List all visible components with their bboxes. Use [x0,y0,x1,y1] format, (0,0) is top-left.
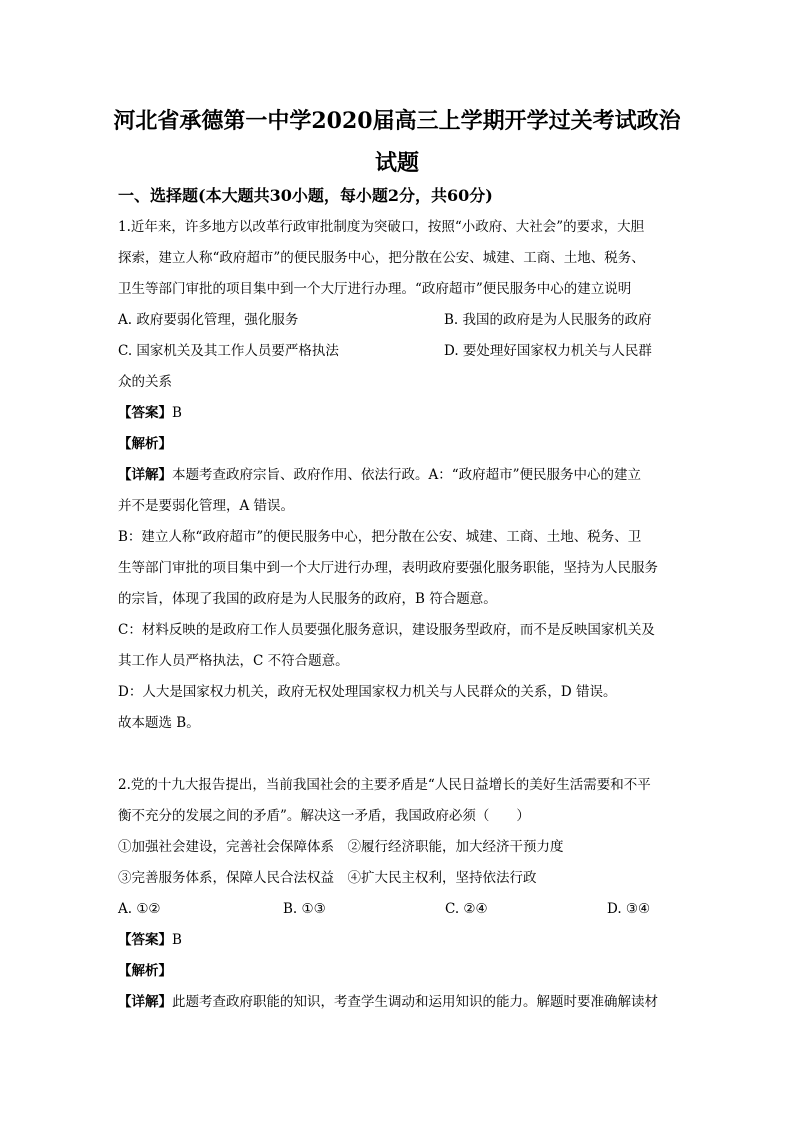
q2-explanation-line-1 [118,987,678,1018]
q1-explanation-line-4: 生等部门审批的项目集中到一个大厅进行办理，表明政府要强化服务职能，坚持为人民服务 [118,560,658,576]
q1-option-c: C. 国家机关及其工作人员要严格执法 [118,343,339,359]
q1-analysis-label [118,429,678,460]
q2-option-c: C. ②④ [445,901,488,917]
document-title: 河北省承德第一中学2020届高三上学期开学过关考试政治 [113,108,681,134]
detail-label: 【详解】 [118,467,172,483]
q1-explanation-line-3: B：建立人称“政府超市”的便民服务中心，把分散在公安、城建、工商、土地、税务、卫 [118,529,642,545]
analysis-label: 【解析】 [118,963,172,979]
q1-explanation-line-1 [118,460,678,491]
answer-value: B [172,405,182,421]
section-heading: 一、选择题(本大题共30小题，每小题2分，共60分) [118,186,493,205]
q1-explanation-line-2: 并不是要弱化管理，A 错误。 [118,498,295,514]
q2-stem-line-2: 衡不充分的发展之间的矛盾”。解决这一矛盾，我国政府必须（ ） [118,808,530,824]
analysis-label: 【解析】 [118,436,172,452]
q2-statements-line-2: ③完善服务体系，保障人民合法权益 ④扩大民主权利，坚持依法行政 [118,870,537,886]
document-title-continued: 试题 [374,150,419,176]
q2-answer [118,925,678,956]
q2-option-b: B. ①③ [283,901,326,917]
q1-option-d-continued: 众的关系 [118,374,172,390]
q1-stem-line-2: 探索，建立人称“政府超市”的便民服务中心，把分散在公安、城建、工商、土地、税务、 [118,250,645,266]
answer-label: 【答案】 [118,405,172,421]
q1-option-a: A. 政府要弱化管理，强化服务 [118,312,299,328]
detail-label: 【详解】 [118,994,172,1010]
q1-stem-line-3: 卫生等部门审批的项目集中到一个大厅进行办理。“政府超市”便民服务中心的建立说明 [118,281,632,297]
q1-explanation-line-8: D：人大是国家权力机关，政府无权处理国家权力机关与人民群众的关系，D 错误。 [118,684,617,700]
q2-statements-line-1: ①加强社会建设，完善社会保障体系 ②履行经济职能，加大经济干预力度 [118,839,564,855]
answer-value: B [172,932,182,948]
q2-option-d: D. ③④ [607,901,651,917]
q1-conclusion: 故本题选 B。 [118,715,200,731]
q1-answer [118,398,678,429]
q1-option-b: B. 我国的政府是为人民服务的政府 [444,312,652,328]
q1-option-d: D. 要处理好国家权力机关与人民群 [444,343,652,359]
answer-label: 【答案】 [118,932,172,948]
q1-stem-line-1: 1.近年来，许多地方以改革行政审批制度为突破口，按照“小政府、大社会”的要求，大胆 [118,219,645,235]
q2-analysis-label [118,956,678,987]
q2-option-a: A. ①② [118,901,161,917]
q1-explanation-line-6: C：材料反映的是政府工作人员要强化服务意识，建设服务型政府，而不是反映国家机关及 [118,622,655,638]
explanation-text: 此题考查政府职能的知识，考查学生调动和运用知识的能力。解题时要准确解读材 [172,994,658,1010]
q2-stem-line-1: 2.党的十九大报告提出，当前我国社会的主要矛盾是“人民日益增长的美好生活需要和不平 [118,777,651,793]
explanation-text: 本题考查政府宗旨、政府作用、依法行政。A：“政府超市”便民服务中心的建立 [172,467,642,483]
q1-explanation-line-7: 其工作人员严格执法，C 不符合题意。 [118,653,349,669]
q1-explanation-line-5: 的宗旨，体现了我国的政府是为人民服务的政府，B 符合题意。 [118,591,497,607]
